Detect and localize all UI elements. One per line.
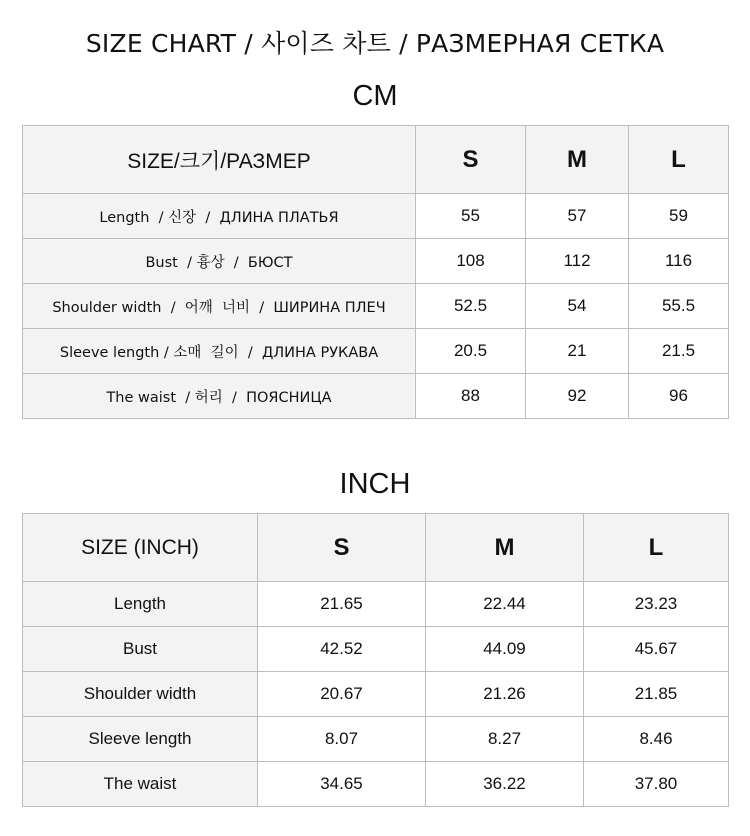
row-label: Sleeve length / 소매 길이 / ДЛИНА РУКАВА [59,344,379,361]
value: 21.5 [661,341,696,360]
value: 8.27 [487,729,522,748]
row-label-cell [23,329,416,374]
value: 42.52 [320,639,363,658]
table-row [23,194,729,239]
value-cell [416,239,526,284]
value-cell [584,717,729,762]
value: 22.44 [483,594,526,613]
row-label: Sleeve length [88,729,192,748]
value: 37.80 [634,774,678,793]
size-l-header: L [648,533,664,561]
value-cell [258,672,426,717]
value: 59 [669,206,688,225]
value: 34.65 [320,774,363,793]
value: 44.09 [483,639,526,658]
cm-section-label: CM [352,80,398,112]
value: 57 [567,206,587,225]
row-label-cell [23,717,258,762]
value: 55 [461,206,480,225]
size-header-label: SIZE (INCH) [81,535,199,559]
table-row [23,582,729,627]
value-cell [426,717,584,762]
value: 55.5 [661,296,696,315]
table-row [23,672,729,717]
table-row [23,284,729,329]
size-m-header: M [494,533,515,561]
value-cell [426,672,584,717]
header-cell [258,514,426,582]
value: 45.67 [634,639,678,658]
row-label: Bust [122,639,158,658]
value-cell [258,627,426,672]
size-l-header: L [671,145,686,173]
value: 92 [567,386,587,405]
value: 8.07 [324,729,359,748]
value: 96 [669,386,688,405]
row-label-cell [23,672,258,717]
value: 36.22 [483,774,526,793]
value: 112 [563,251,591,270]
value-cell [629,194,729,239]
value: 20.5 [453,341,488,360]
table-header-row [23,126,729,194]
cm-size-table [22,125,729,419]
table-header-row [23,514,729,582]
value-cell [426,762,584,807]
row-label: Length / 신장 / ДЛИНА ПЛАТЬЯ [99,209,339,226]
table-row [23,627,729,672]
header-cell [629,126,729,194]
row-label-cell [23,374,416,419]
header-cell [23,126,416,194]
size-header-label: SIZE/크기/РАЗМЕР [127,149,311,173]
value-cell [584,627,729,672]
value-cell [629,374,729,419]
row-label: The waist [103,774,177,793]
table-row [23,329,729,374]
value-cell [258,582,426,627]
value-cell [526,374,629,419]
header-cell [23,514,258,582]
value-cell [258,717,426,762]
inch-section-label: INCH [339,468,411,500]
value-cell [416,284,526,329]
value: 21 [567,341,587,360]
value-cell [416,329,526,374]
value-cell [426,627,584,672]
value-cell [526,194,629,239]
row-label-cell [23,627,258,672]
header-cell [526,126,629,194]
header-cell [416,126,526,194]
row-label: Length [114,594,166,613]
row-label: Shoulder width / 어깨 너비 / ШИРИНА ПЛЕЧ [52,299,386,316]
table-row [23,717,729,762]
value-cell [416,374,526,419]
size-s-header: S [462,145,479,173]
header-cell [584,514,729,582]
table-row [23,374,729,419]
value: 21.26 [483,684,526,703]
page-title: SIZE CHART / 사이즈 차트 / РАЗМЕРНАЯ СЕТКА [85,29,665,58]
value: 116 [664,251,693,270]
header-cell [426,514,584,582]
row-label: Bust / 흉상 / БЮСТ [145,254,293,271]
row-label-cell [23,239,416,284]
value-cell [629,239,729,284]
value-cell [629,329,729,374]
value-cell [584,762,729,807]
row-label: Shoulder width [83,684,197,703]
size-m-header: M [567,145,587,173]
row-label-cell [23,582,258,627]
value: 8.46 [639,729,673,748]
value-cell [526,329,629,374]
value-cell [526,239,629,284]
value: 23.23 [634,594,678,613]
value: 21.65 [320,594,363,613]
value: 108 [456,251,485,270]
value: 88 [461,386,480,405]
value: 52.5 [453,296,488,315]
table-row [23,239,729,284]
value-cell [426,582,584,627]
value: 20.67 [320,684,363,703]
value-cell [629,284,729,329]
value-cell [584,672,729,717]
row-label: The waist / 허리 / ПОЯСНИЦА [106,389,332,406]
value-cell [416,194,526,239]
row-label-cell [23,284,416,329]
row-label-cell [23,762,258,807]
value-cell [584,582,729,627]
row-label-cell [23,194,416,239]
table-row [23,762,729,807]
value: 54 [567,296,587,315]
inch-size-table [22,513,729,807]
value: 21.85 [634,684,678,703]
value-cell [258,762,426,807]
size-s-header: S [333,533,350,561]
value-cell [526,284,629,329]
